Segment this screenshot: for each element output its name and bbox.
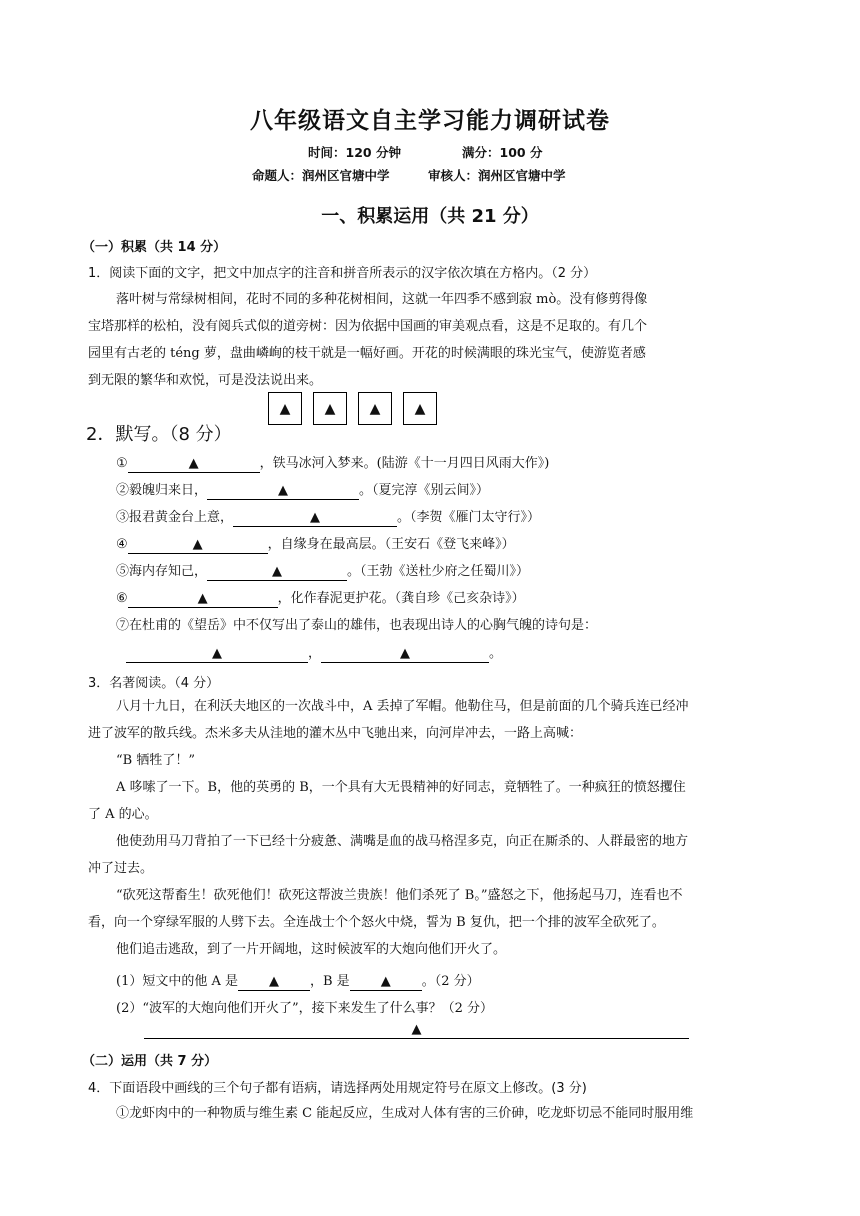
q3-sub1 bbox=[116, 970, 480, 991]
dictation-blank[interactable]: ▲ bbox=[207, 564, 347, 581]
q3-text: “B 牺牲了！” bbox=[116, 753, 195, 768]
dictation-blank[interactable]: ▲ bbox=[128, 456, 260, 473]
q3-sub1-pre: (1）短文中的他 A 是 bbox=[116, 974, 238, 989]
q1-line: 宝塔那样的松柏，没有阅兵式似的道旁树：因为依据中国画的审美观点看，这是不足取的。有几个 bbox=[88, 319, 648, 334]
answer-boxes bbox=[268, 392, 437, 425]
dictation-line-5 bbox=[116, 560, 529, 581]
q3-sub2: (2）“波军的大炮向他们开火了”，接下来发生了什么事？（2 分） bbox=[116, 1001, 494, 1016]
q3-text: 进了波军的散兵线。杰米多夫从洼地的灌木丛中飞驰出来，向河岸冲去，一路上高喊： bbox=[88, 726, 583, 741]
dictation-blank[interactable]: ▲ bbox=[321, 646, 489, 663]
dictation-blank[interactable]: ▲ bbox=[126, 646, 308, 663]
dictation-line-6 bbox=[116, 587, 525, 608]
q3-text: “砍死这帮畜生！砍死他们！砍死这帮波兰贵族！他们杀死了 B。”盛怒之下，他扬起马刀，连看也不 bbox=[116, 888, 683, 903]
answer-line[interactable]: ▲ bbox=[144, 1022, 689, 1039]
part2-title: （二）运用（共 7 分） bbox=[82, 1054, 218, 1069]
dictation-post: 。（王勃《送杜少府之任蜀川》） bbox=[347, 564, 530, 579]
answer-blank-b[interactable]: ▲ bbox=[350, 974, 422, 991]
section-title: 一、积累运用（共 21 分） bbox=[321, 206, 539, 227]
q3-text: 八月十九日，在利沃夫地区的一次战斗中，A 丢掉了军帽。他勒住马，但是前面的几个骑兵连已经冲 bbox=[116, 699, 689, 714]
dictation-end: 。 bbox=[489, 646, 503, 661]
dictation-pre: ②毅魄归来日， bbox=[116, 483, 208, 498]
q3-text: 冲了过去。 bbox=[88, 861, 154, 876]
dictation-blank[interactable]: ▲ bbox=[128, 537, 268, 554]
q3-sub1-post: 。（2 分） bbox=[421, 974, 480, 989]
q3-text: A 哆嗦了一下。B，他的英勇的 B，一个具有大无畏精神的好同志，竟牺牲了。一种疯狂的愤怒攫住 bbox=[116, 780, 686, 795]
dictation-post: ，化作春泥更护花。（龚自珍《己亥杂诗》） bbox=[277, 591, 525, 606]
answer-box[interactable]: ▲ bbox=[268, 392, 302, 425]
dictation-blank[interactable]: ▲ bbox=[207, 483, 359, 500]
exam-time: 时间：120 分钟 bbox=[308, 145, 401, 160]
q3-text: 他使劲用马刀背拍了一下已经十分疲惫、满嘴是血的战马格涅多克，向正在厮杀的、人群最密的地方 bbox=[116, 834, 689, 849]
dictation-line-2 bbox=[116, 479, 489, 500]
answer-box[interactable]: ▲ bbox=[403, 392, 437, 425]
dictation-sep: ， bbox=[308, 646, 322, 661]
exam-author: 命题人：润州区官塘中学 bbox=[252, 168, 390, 183]
dictation-pre: ④ bbox=[116, 537, 128, 552]
dictation-pre: ③报君黄金台上意， bbox=[116, 510, 234, 525]
dictation-pre: ⑤海内存知己， bbox=[116, 564, 208, 579]
q1-prompt: 1．阅读下面的文字，把文中加点字的注音和拼音所表示的汉字依次填在方格内。（2 分） bbox=[88, 266, 597, 281]
dictation-pre: ⑥ bbox=[116, 591, 128, 606]
q3-text: 了 A 的心。 bbox=[88, 807, 158, 822]
q1-line: 落叶树与常绿树相间，花时不同的多种花树相间，这就一年四季不感到寂 mò。没有修剪得像 bbox=[116, 292, 648, 307]
q3-sub1-mid: ，B 是 bbox=[310, 974, 350, 989]
exam-reviewer: 审核人：润州区官塘中学 bbox=[428, 168, 566, 183]
dictation-blank[interactable]: ▲ bbox=[128, 591, 278, 608]
dictation-pre: ① bbox=[116, 456, 128, 471]
q3-prompt: 3．名著阅读。（4 分） bbox=[88, 676, 220, 691]
q4-text: ①龙虾肉中的一种物质与维生素 C 能起反应，生成对人体有害的三价砷，吃龙虾切忌不能同时服用维 bbox=[116, 1106, 694, 1121]
q3-text: 他们追击逃敌，到了一片开阔地，这时候波军的大炮向他们开火了。 bbox=[116, 942, 507, 957]
q3-text: 看，向一个穿绿军服的人劈下去。全连战士个个怒火中烧，誓为 B 复仇，把一个排的波军全砍死了。 bbox=[88, 915, 665, 930]
dictation-line-1 bbox=[116, 452, 549, 473]
part1-title: （一）积累（共 14 分） bbox=[82, 240, 227, 255]
exam-score: 满分：100 分 bbox=[462, 145, 543, 160]
dictation-line-7: ⑦在杜甫的《望岳》中不仅写出了泰山的雄伟，也表现出诗人的心胸气魄的诗句是： bbox=[116, 618, 598, 633]
dictation-post: ，自缘身在最高层。（王安石《登飞来峰》） bbox=[267, 537, 515, 552]
dictation-post: ，铁马冰河入梦来。(陆游《十一月四日风雨大作》) bbox=[259, 456, 550, 471]
q1-line: 园里有古老的 téng 萝，盘曲嶙峋的枝干就是一幅好画。开花的时候满眼的珠光宝气，使游览者感 bbox=[88, 346, 646, 361]
q2-prompt: 2．默写。（8 分） bbox=[86, 424, 232, 445]
dictation-line-7-answers bbox=[126, 642, 502, 663]
dictation-post: 。（李贺《雁门太守行》） bbox=[397, 510, 541, 525]
q1-line: 到无限的繁华和欢悦，可是没法说出来。 bbox=[88, 373, 323, 388]
answer-box[interactable]: ▲ bbox=[358, 392, 392, 425]
dictation-post: 。（夏完淳《别云间》） bbox=[359, 483, 490, 498]
q4-prompt: 4．下面语段中画线的三个句子都有语病，请选择两处用规定符号在原文上修改。(3 分) bbox=[88, 1081, 587, 1096]
answer-blank-a[interactable]: ▲ bbox=[238, 974, 310, 991]
exam-title: 八年级语文自主学习能力调研试卷 bbox=[250, 108, 610, 134]
dictation-line-3 bbox=[116, 506, 540, 527]
dictation-blank[interactable]: ▲ bbox=[233, 510, 397, 527]
answer-box[interactable]: ▲ bbox=[313, 392, 347, 425]
dictation-line-4 bbox=[116, 533, 515, 554]
